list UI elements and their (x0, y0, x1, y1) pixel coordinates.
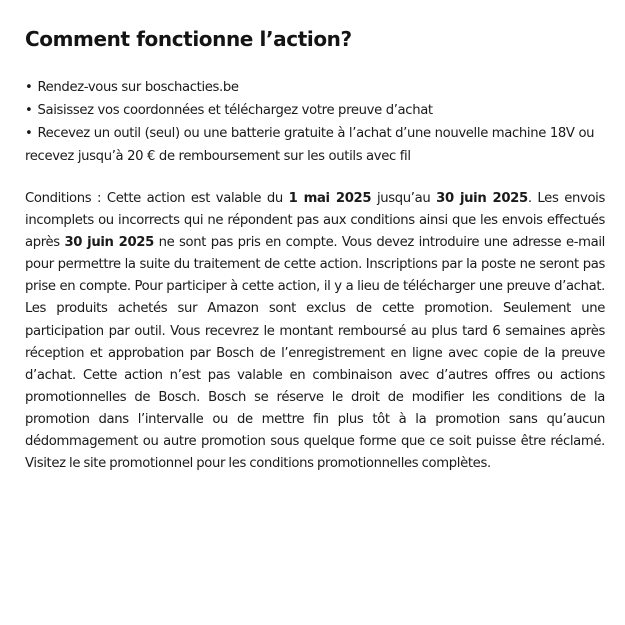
step-text: Rendez-vous sur boschacties.be (37, 80, 239, 95)
bullet-icon: • (25, 126, 33, 141)
conditions-text: ne sont pas pris en compte. Vous devez introduire une adresse e-mail pour permettre la suite du traitement de cette action. Inscriptions par la poste ne seront pas prise en compte. Pour participer à cette action, il y a lieu de télécharger une preuve d’achat. Les produits achetés sur Amazon sont exclus de cette promotion. Seulement une participation par outil. Vous recevrez le montant remboursé au plus tard 6 semaines après réception et approbation par Bosch de l’enregistrement en ligne avec copie de la preuve d’achat. Cette action n’est pas valable en combinaison avec d’autres offres ou actions promotionnelles de Bosch. Bosch se réserve le droit de modifier les conditions de la promotion dans l’intervalle ou de mettre fin plus tôt à la promotion sans qu’aucun dédommagement ou autre promotion sous quelque forme que ce soit puisse être réclamé. Visitez le site promotionnel pour les conditions promotionnelles complètes. (25, 235, 605, 472)
bullet-icon: • (25, 80, 33, 95)
step-text: Recevez un outil (seul) ou une batterie gratuite à l’achat d’une nouvelle machine 18V ou recevez jusqu’à 20 € de remboursement sur les outils avec fil (25, 126, 595, 164)
page-title: Comment fonctionne l’action? (25, 27, 352, 51)
steps-list (25, 76, 605, 168)
list-item (25, 122, 605, 168)
end-date: 30 juin 2025 (436, 191, 528, 206)
list-item (25, 99, 605, 122)
step-text: Saisissez vos coordonnées et téléchargez votre preuve d’achat (37, 103, 433, 118)
end-date: 30 juin 2025 (64, 235, 154, 251)
promo-content (25, 24, 605, 475)
conditions-text: jusqu’au (371, 191, 437, 206)
conditions-text: . Les envois incomplets ou incorrects qui ne répondent pas aux conditions ainsi que les envois effectués après (25, 191, 605, 251)
list-item (25, 76, 605, 99)
bullet-icon: • (25, 103, 33, 118)
conditions-text: Conditions : Cette action est valable du (25, 191, 289, 206)
conditions-paragraph (25, 188, 605, 475)
start-date: 1 mai 2025 (288, 191, 372, 206)
